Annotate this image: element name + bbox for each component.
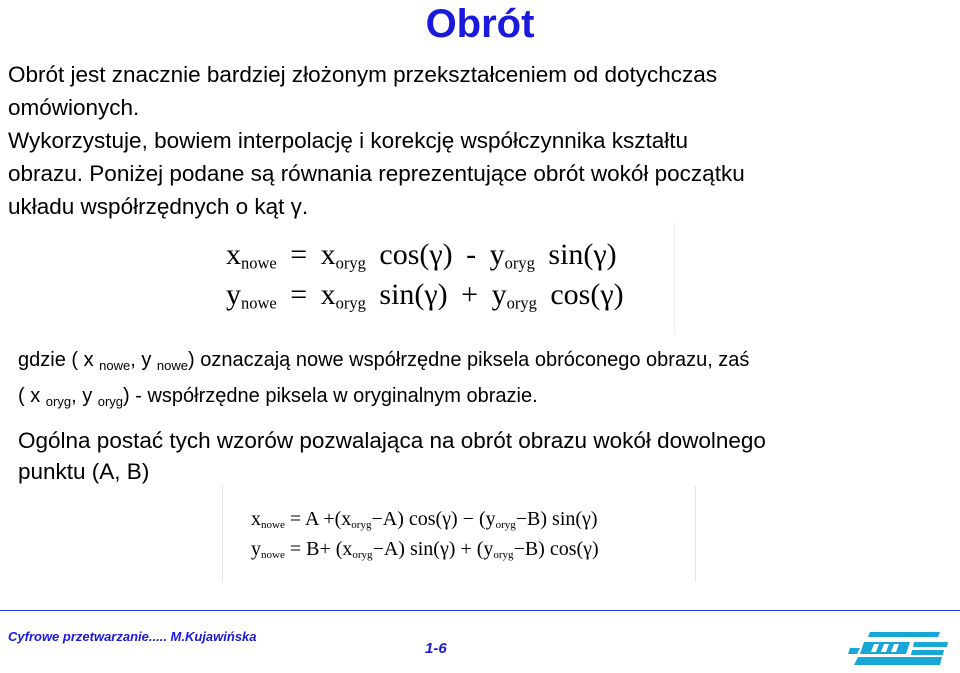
general-form-paragraph [18, 425, 948, 487]
eq-sign: = [290, 278, 308, 311]
eq-function: sin(γ) [379, 278, 448, 311]
intro-line-1: Obrót jest znacznie bardziej złożonym przekształceniem od dotychczas [8, 62, 718, 87]
eq-lhs: $x_{nowe}$ [251, 508, 285, 532]
eq-term: $x_{oryg}$ [320, 238, 366, 273]
eq-operator: - [466, 238, 477, 271]
eq-lhs: $y_{nowe}$ [251, 538, 285, 562]
subscript: oryg [45, 394, 72, 409]
eq-lhs: $y_{nowe}$ [226, 278, 277, 313]
eq-sign: = [289, 538, 302, 560]
intro-line-3: Wykorzystuje, bowiem interpolację i korekcję współczynnika kształtu [8, 128, 689, 153]
rotation-equations-box [196, 222, 675, 334]
intro-line-4: obrazu. Poniżej podane są równania reprezentujące obrót wokół początku [8, 161, 745, 186]
intro-line-2: omówionych. [8, 95, 140, 120]
coordinates-explanation: gdzie ( x $_{nowe}$, y $_{nowe}$) oznaczają nowe współrzędne piksela obróconego obrazu, zaś ( x $_{oryg}$, y $_{oryg}$) - współrzędne piksela w oryginalnym obrazie. [18, 349, 750, 409]
eq-function: cos(γ) [379, 238, 453, 271]
eq-function: cos(γ) [550, 278, 624, 311]
eq-sign: = [289, 508, 302, 530]
eq-expression: $B+ (x_{oryg}-A) \sin(\gamma) + (y_{oryg}-B)$ cos(γ) [306, 538, 599, 562]
footer-divider [0, 610, 960, 611]
page-title: Obrót [425, 2, 535, 46]
eq-term: $y_{oryg}$ [489, 238, 535, 273]
eq-term: $x_{oryg}$ [320, 278, 366, 313]
eq-function: sin(γ) [548, 238, 617, 271]
eq-sign: = [290, 238, 308, 271]
general-line-1: Ogólna postać tych wzorów pozwalająca na obrót obrazu wokół dowolnego [18, 428, 766, 453]
eq-term: $y_{oryg}$ [491, 278, 537, 313]
eq-operator: + [461, 278, 479, 311]
intro-line-5: układu współrzędnych o kąt γ. [8, 194, 309, 219]
institute-logo-icon [848, 624, 952, 669]
general-rotation-equations-box [222, 486, 696, 582]
eq-expression: $A +(x_{oryg}-A) \cos(\gamma) - (y_{oryg}-B)$ sin(γ) [305, 508, 598, 532]
subscript: oryg [97, 394, 124, 409]
page-number: 1-6 [425, 640, 447, 657]
general-equation-x-new [251, 508, 598, 531]
subscript: nowe [99, 358, 131, 373]
general-line-2: punktu (A, B) [18, 459, 150, 484]
general-equation-y-new [251, 538, 599, 561]
footer-author: Cyfrowe przetwarzanie..... M.Kujawińska [8, 629, 257, 644]
equation-x-new [226, 238, 623, 274]
eq-lhs: $x_{nowe}$ [226, 238, 277, 273]
intro-paragraph [8, 58, 948, 223]
equation-y-new [226, 278, 630, 314]
subscript: nowe [156, 358, 188, 373]
